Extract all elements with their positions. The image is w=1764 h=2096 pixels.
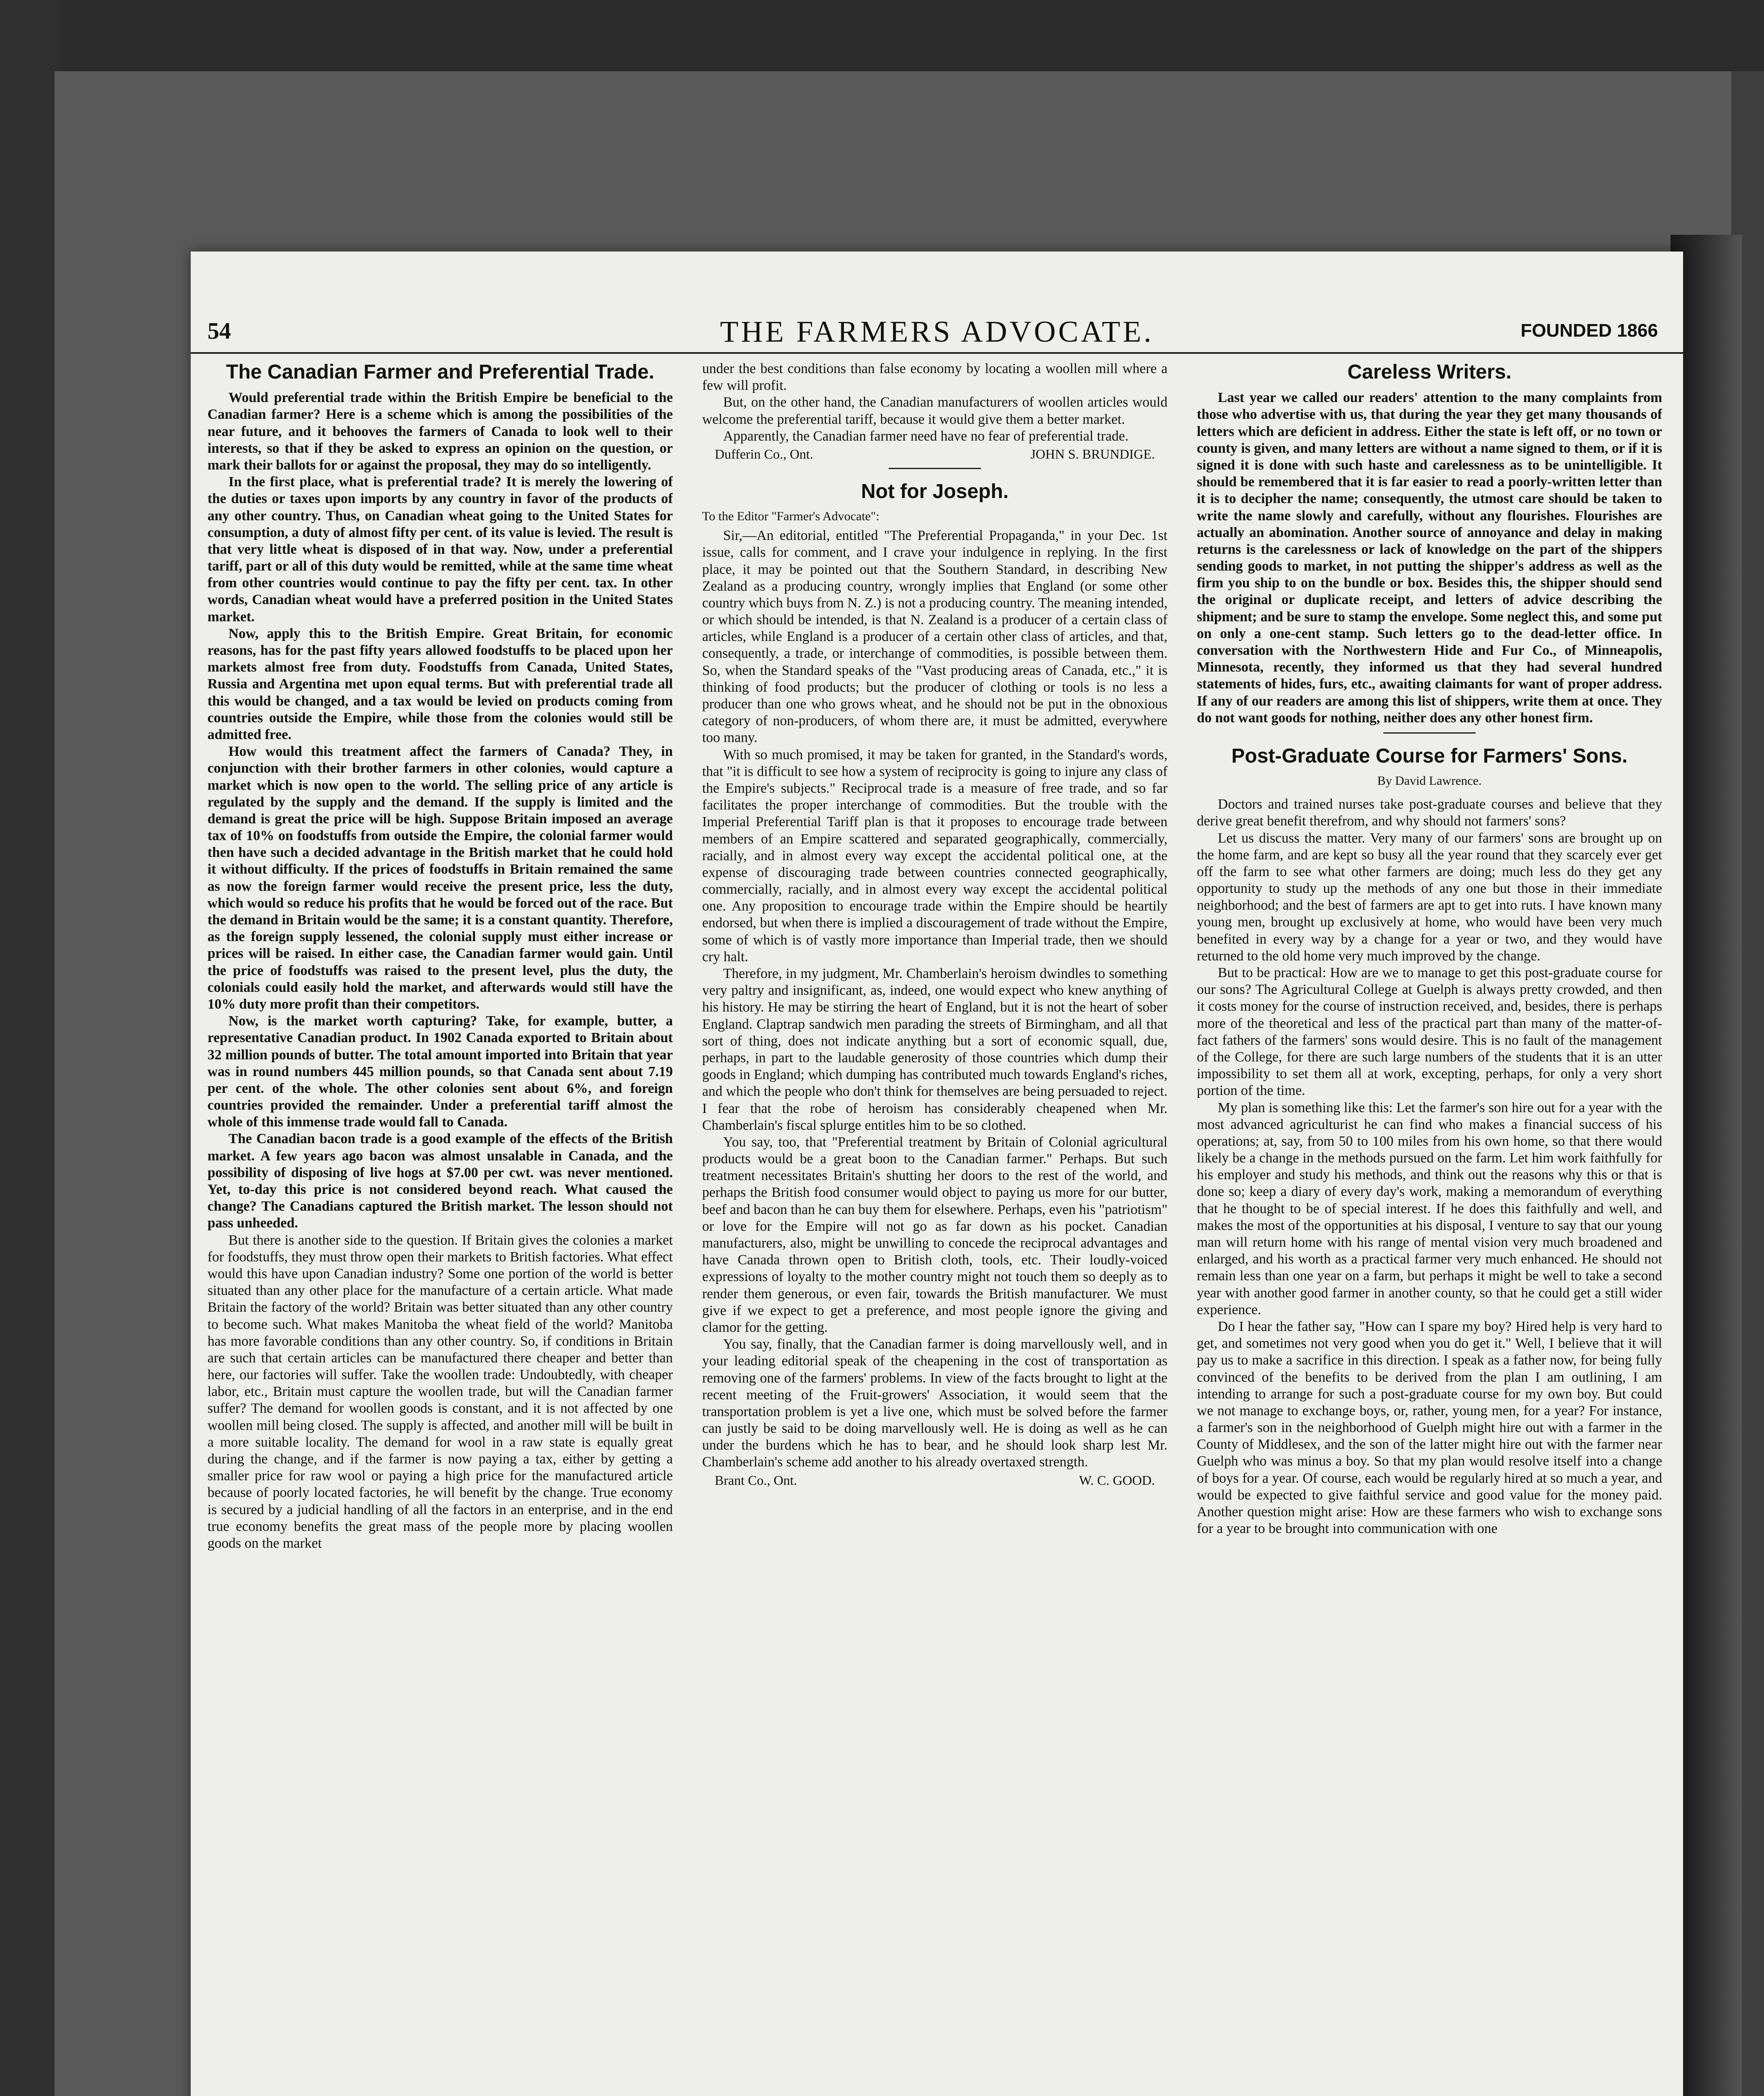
divider [889, 468, 981, 469]
paragraph: Do I hear the father say, "How can I spare my boy? Hired help is very hard to get, and sometimes not very good when you do get it." Well, I believe that it will pay us to make a sacrifice in this direction. I speak as a father now, for being fully convinced of the benefits to be derived from the plan I am outlining, I am intending to arrange for such a post-graduate course for my own boy. But could we not manage to exchange boys, or, rather, young men, for a year? For instance, a farmer's son in the neighborhood of Guelph might hire out with a farmer in the County of Middlesex, and the son of the latter might hire out with the farmer near Guelph who was minus a boy. So that my plan would resolve itself into a change of boys for a year. Of course, each would be regularly hired at so much a year, and would be expected to give faithful service and good value for the money paid. Another question might arise: How are these farmers who wish to exchange sons for a year to be brought into communication with one [1197, 1318, 1662, 1537]
paragraph: But to be practical: How are we to manage to get this post-graduate course for our sons? The Agricultural College at Guelph is always pretty crowded, and then it costs money for the course of instruction received, and, besides, there is perhaps more of the theoretical and less of the practical part than many of the matter-of-fact fathers of the farmers' sons would desire. This is no fault of the management of the College, for there are such large numbers of the students that it is an utter impossibility to set them all at work, excepting, perhaps, for only a very short portion of the time. [1197, 965, 1662, 1099]
paragraph: Last year we called our readers' attention to the many complaints from those who advertise with us, that during the year they get many thousands of letters which are deficient in address. Either the state is left off, or no town or county is given, and many letters are without a name signed to them, or if it is signed it is done with such haste and carelessness as to be unintelligible. It should be remembered that it is far easier to read a poorly-written letter than it is to decipher the name; consequently, the utmost care should be taken to write the name slowly and carefully, without any flourishes. Flourishes are actually an abomination. Another source of annoyance and delay in making returns is the carelessness or lack of knowledge on the part of the shippers sending goods to market, in not putting the shipper's address as well as the firm you ship to on the bundle or box. Besides this, the shipper should send the original or duplicate receipt, and letters of advice describing the shipment; and be sure to stamp the envelope. Some neglect this, and some put on only a one-cent stamp. Such letters go to the dead-letter office. In conversation with the Northwestern Hide and Fur Co., of Minneapolis, Minnesota, recently, they informed us that they had several hundred statements of hides, furs, etc., awaiting claimants for want of proper address. If any of our readers are among this list of shippers, write them at once. They do not want goods for nothing, neither does any other honest firm. [1197, 390, 1662, 726]
running-header [191, 314, 1683, 354]
paragraph-continued: under the best conditions than false economy by locating a woollen mill where a few will profit. [702, 361, 1167, 394]
byline: By David Lawrence. [1377, 774, 1482, 788]
paragraph: You say, too, that "Preferential treatment by Britain of Colonial agricultural products would be a great boon to the Canadian farmer." Perhaps. But such treatment necessitates Britain's shutting her doors to the rest of the world, and perhaps the British food consumer would object to paying us more for our butter, beef and bacon than he can buy them for elsewhere. Perhaps, even his "patriotism" or love for the Empire will not go as far down as his pocket. Canadian manufacturers, also, might be unwilling to concede the reciprocal advantages and have Canada thrown open to British cloth, tools, etc. Their loudly-voiced expressions of loyalty to the mother country might not touch them so deeply as to render them generous, or even fair, towards the British manufacturer. We must give if we expect to get a preference, and most people ignore the giving and clamor for the getting. [702, 1134, 1167, 1335]
divider [1383, 732, 1476, 734]
paragraph: But, on the other hand, the Canadian manufacturers of woollen articles would welcome the preferential tariff, because it would give them a better market. [702, 394, 1167, 427]
signature-place: Dufferin Co., Ont. [715, 446, 813, 462]
signature-name: W. C. GOOD. [1079, 1472, 1155, 1488]
founded-note: FOUNDED 1866 [1520, 320, 1658, 341]
signature-place: Brant Co., Ont. [715, 1472, 797, 1488]
careless-writers-body [1197, 389, 1662, 726]
paragraph: Would preferential trade within the British Empire be beneficial to the Canadian farmer? Here is a scheme which is among the possibilities of the near future, and it behooves the farmers of Canada to look well to their interests, so that if they be asked to express an opinion on the question, or mark their ballots for or against the proposal, they may do so intelligently. [208, 390, 673, 473]
paragraph: Apparently, the Canadian farmer need have no fear of preferential trade. [723, 428, 1128, 444]
article-title-careless-writers: Careless Writers. [1347, 361, 1512, 383]
column-2 [702, 361, 1167, 2096]
column-3 [1197, 361, 1662, 2096]
column-1 [208, 361, 673, 2096]
paragraph: How would this treatment affect the farmers of Canada? They, in conjunction with their brother farmers in other colonies, would capture a market which is now open to the world. The selling price of any article is regulated by the supply and the demand. If the supply is limited and the demand is great the price will be high. Suppose Britain imposed an average tax of 10% on foodstuffs from outside the Empire, the colonial farmer would then have such a decided advantage in the British market that he could hold it without difficulty. If the prices of foodstuffs in Britain remained the same as now the foreign farmer would receive the present price, less the duty, which would so reduce his profits that he would be forced out of the race. But the demand in Britain would be the same; it is a constant quantity. Therefore, as the foreign supply lessened, the colonial supply must either increase or prices will be raised. In either case, the Canadian farmer would gain. Until the price of foodstuffs was raised to the present level, plus the duty, the colonials could easily hold the market, and afterwards would still have the 10% duty more profit than their competitors. [208, 744, 673, 1012]
paragraph: The Canadian bacon trade is a good example of the effects of the British market. A few years ago bacon was almost unsalable in Canada, and the possibility of disposing of live hogs at $7.00 per cwt. was never mentioned. Yet, to-day this price is not considered beyond reach. What caused the change? The Canadians captured the British market. The lesson should not pass unheeded. [208, 1131, 673, 1231]
paragraph: Let us discuss the matter. Very many of our farmers' sons are brought up on the home farm, and are kept so busy all the year round that they scarcely ever get off the farm to see what other farmers are doing; much less do they get any opportunity to study up the methods of any one but those in their immediate neighborhood; and the best of farmers are apt to get into ruts. I have known many young men, brought up exclusively at home, who would have been very much benefited in every way by a change for a year or two, and they would have returned to the old home very much improved by the change. [1197, 830, 1662, 964]
scan-border-left [0, 0, 59, 2096]
masthead: THE FARMERS ADVOCATE. [720, 315, 1154, 348]
paragraph: But there is another side to the question. If Britain gives the colonies a market for foodstuffs, they must throw open their markets to British factories. What effect would this have upon Canadian industry? Some one portion of the world is better situated than any other place for the manufacture of a certain article. What made Britain the factory of the world? Britain was better situated than any other country to become such. What makes Manitoba the wheat field of the world? Manitoba has more favorable conditions than any other country. So, if conditions in Britain are such that certain articles can be manufactured there cheaper and better than here, our factories will suffer. Take the woollen trade: Undoubtedly, with cheaper labor, etc., Britain must capture the woollen trade, but will the Canadian farmer suffer? The demand for woollen goods is constant, and it is not affected by one woollen mill being closed. The supply is affected, and another mill will be built in a more suitable locality. The demand for wool in a raw state is equally great during the change, and if the farmer is now paying a tax, either by getting a smaller price for raw wool or paying a high price for the manufactured article because of poorly located factories, he will benefit by the change. True economy is secured by a judicial handling of all the factors in an enterprise, and in the end true economy benefits the great mass of the people more by placing woollen goods on the market [208, 1232, 673, 1551]
page-number: 54 [208, 318, 231, 344]
signature-name: JOHN S. BRUNDIGE. [1030, 446, 1155, 462]
paragraph: Sir,—An editorial, entitled "The Preferential Propaganda," in your Dec. 1st issue, calls for comment, and I crave your indulgence in replying. In the first place, it may be pointed out that the Southern Standard, in describing New Zealand as a producing country, wrongly implies that England (or some other country which buys from N. Z.) is not a producing country. The meaning intended, or which should be intended, is that N. Zealand is a producer of a certain class of articles, while England is a producer of a certain other class of articles, and that, consequently, a trade, or interchange of commodities, is possible between them. So, when the Standard speaks of the "Vast producing areas of Canada, etc.," it is thinking of food products; but the producer of clothing or tools is no less a producer than one who grows wheat, and he should not be put in the obnoxious category of non-producers, of whom there are, it must be admitted, everywhere too many. [702, 528, 1167, 746]
paragraph: Now, is the market worth capturing? Take, for example, butter, a representative Canadian product. In 1902 Canada exported to Britain about 32 million pounds of butter. The total amount imported into Britain that year was in round numbers 445 million pounds, so that Canada sent about 7.19 per cent. of the whole. The other colonies sent about 6%, and foreign countries provided the remainder. Under a preferential tariff almost the whole of this immense trade would fall to Canada. [208, 1013, 673, 1130]
salutation: To the Editor "Farmer's Advocate": [702, 509, 879, 524]
paragraph: You say, finally, that the Canadian farmer is doing marvellously well, and in your leading editorial speak of the cheapening in the cost of transportation as removing one of the farmers' problems. In view of the facts brought to light at the recent meeting of the Fruit-growers' Association, it would seem that the transportation problem is yet a live one, which must be solved before the farmer can justly be said to be doing marvellously well. He is doing as well as he can under the burdens which he has to bear, and he should look sharp lest Mr. Chamberlain's scheme add another to his already overtaxed strength. [702, 1336, 1167, 1470]
article-title-post-graduate: Post-Graduate Course for Farmers' Sons. [1231, 744, 1628, 767]
article-title-not-for-joseph: Not for Joseph. [861, 480, 1009, 503]
signature-brundige [702, 446, 1167, 462]
paragraph: Doctors and trained nurses take post-graduate courses and believe that they derive great benefit therefrom, and why should not farmers' sons? [1197, 796, 1662, 829]
article-title-preferential-trade: The Canadian Farmer and Preferential Trade. [226, 361, 654, 383]
signature-good [702, 1473, 1167, 1488]
paragraph: Now, apply this to the British Empire. Great Britain, for economic reasons, has for the past fifty years allowed foodstuffs to be placed upon her markets almost free from duty. Foodstuffs from Canada, United States, Russia and Argentina met upon equal terms. But with preferential trade all this would be changed, and a tax would be levied on products coming from countries outside the Empire, while those from the colonies would still be admitted free. [208, 625, 673, 742]
paragraph: My plan is something like this: Let the farmer's son hire out for a year with the most advanced agriculturist he can find who makes a financial success of his operations; at, say, from 50 to 100 miles from his own home, so that there would likely be a change in the methods pursued on the farm. Let him work faithfully for his employer and study his methods, and think out the reasons why this or that is done so; keep a diary of every day's work, making a memorandum of everything that he thought to be of special interest. If he does this faithfully and well, and makes the most of the opportunities at his disposal, I venture to say that our young man will return home with his range of mental vision very much broadened and enlarged, and his worth as a practical farmer very much enhanced. He should not remain less than one year on a farm, but perhaps it might be well to take a second year with another good farmer in another county, so that he could get a still wider experience. [1197, 1100, 1662, 1318]
scan-border-top [0, 0, 1764, 71]
paragraph: In the first place, what is preferential trade? It is merely the lowering of the duties or taxes upon imports by any country in favor of the products of any other country. Thus, on Canadian wheat going to the United States for consumption, a duty of almost fifty per cent. of its value is levied. The result is that very little wheat is disposed of in that way. Now, under a preferential tariff, part or all of this duty would be remitted, while at the same time wheat from other countries would continue to pay the fifty per cent. tax. In other words, Canadian wheat would have a preferred position in the United States market. [208, 474, 673, 625]
newspaper-page [191, 252, 1683, 2096]
paragraph: With so much promised, it may be taken for granted, in the Standard's words, that "it is difficult to see how a system of reciprocity is going to injure any class of the Empire's subjects." Reciprocal trade is a measure of free trade, and so far facilitates the proper interchange of commodities. But the trouble with the Imperial Preferential Tariff plan is that it proposes to encourage trade between members of an Empire scattered and separated geographically, commercially, racially, and in almost every way except the accidental political one, at the expense of discouraging trade between countries connected geographically, commercially, racially, and in almost every way except the accidental political one. Any proposition to encourage trade within the Empire should be heartily endorsed, but when there is implied a discouragement of trade without the Empire, some of which is of vastly more importance than Imperial trade, then we should cry halt. [702, 747, 1167, 965]
paragraph: Therefore, in my judgment, Mr. Chamberlain's heroism dwindles to something very paltry and insignificant, as, indeed, one would expect who knew anything of his history. He may be stirring the heart of England, but it is not the heart of sober England. Claptrap sandwich men parading the streets of Birmingham, and all that sort of thing, does not indicate anything but a sort of economic squall, due, perhaps, in part to the laudable generosity of those countries which dump their goods in England; which dumping has contributed much towards England's riches, and which the people who don't think for themselves are being persuaded to reject. I fear that the robe of heroism has considerably cheapened when Mr. Chamberlain's fiscal splurge entitles him to be so clothed. [702, 966, 1167, 1133]
